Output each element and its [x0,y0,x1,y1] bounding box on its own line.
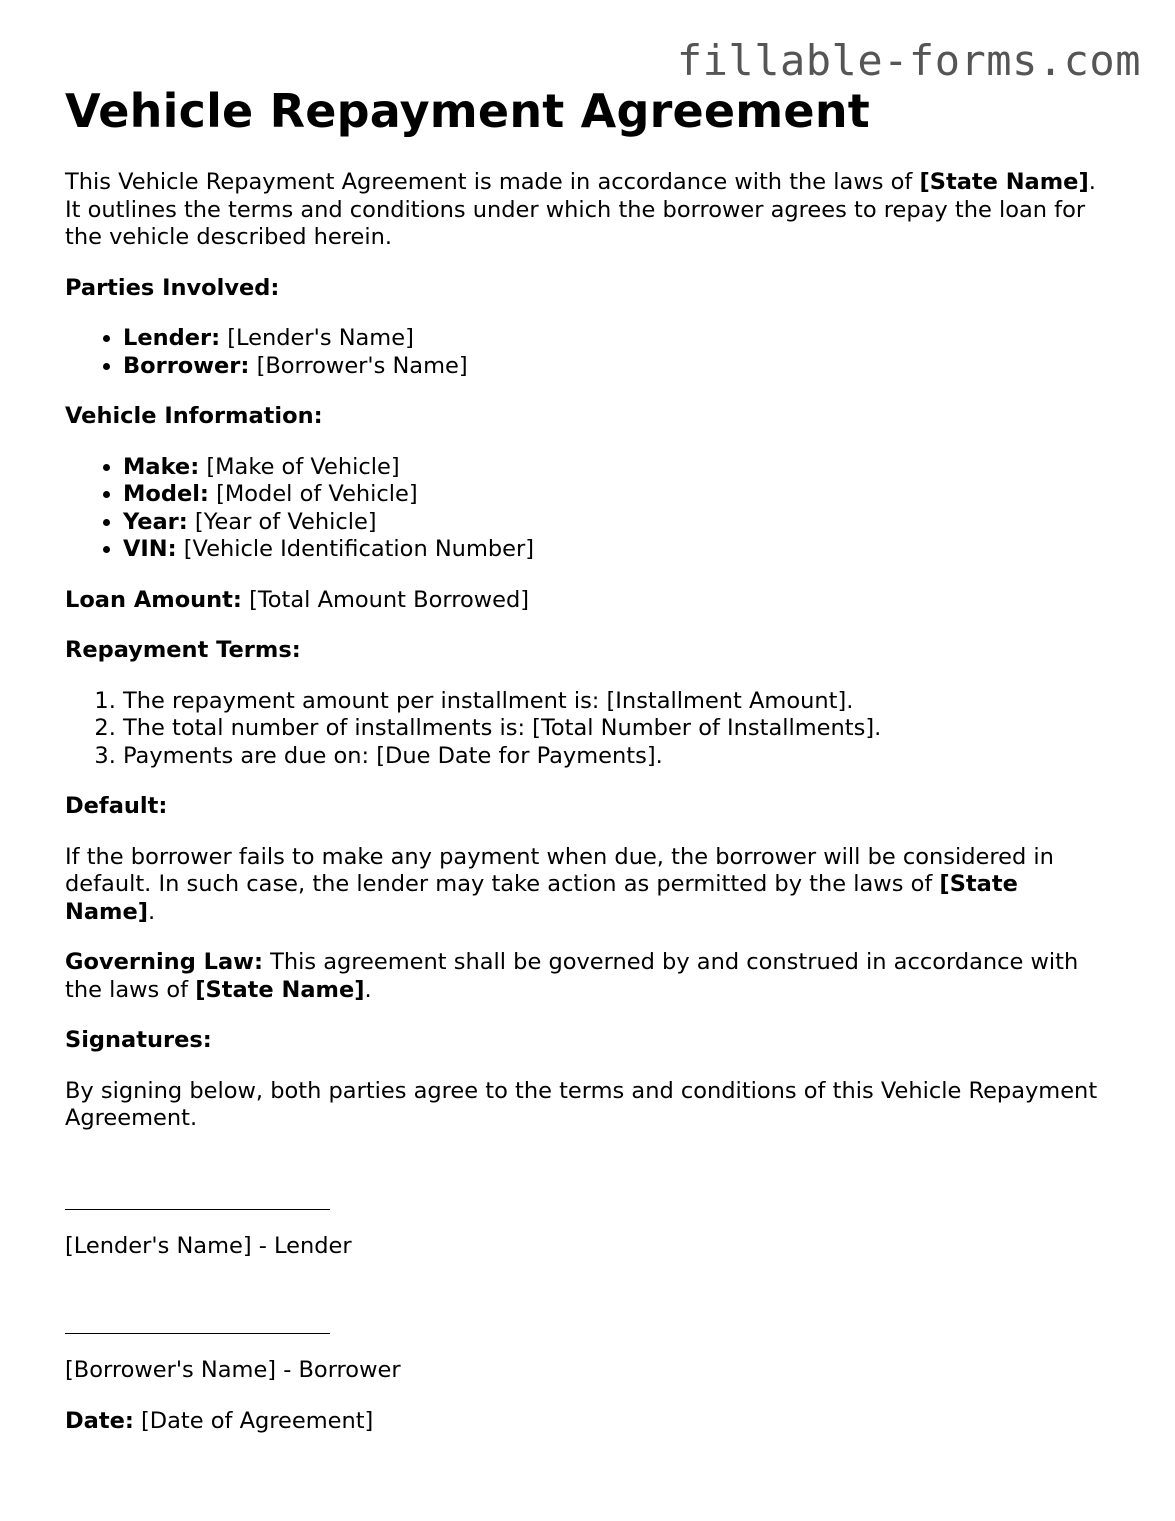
governing-text-after: . [364,976,372,1003]
vehicle-value: [Model of Vehicle] [216,481,418,507]
loan-amount [65,587,1110,615]
watermark: fillable-forms.com [676,36,1141,85]
list-item [123,509,1110,537]
party-label: Borrower: [123,352,250,379]
signatures-heading: Signatures: [65,1027,212,1053]
party-label: Lender: [123,325,221,351]
list-item [123,481,1110,509]
repayment-list [65,688,1110,771]
state-name-placeholder: [State Name] [195,976,365,1003]
governing-law-label: Governing Law: [65,949,263,975]
intro-paragraph [65,169,1110,252]
state-name-placeholder: [State Name] [919,169,1089,195]
state-name-placeholder: [State Name] [65,871,1018,925]
agreement-date [65,1408,1110,1436]
lender-signature-line [65,1183,330,1211]
lender-signature-caption: [Lender's Name] - Lender [65,1233,352,1259]
default-heading: Default: [65,793,168,819]
governing-law-paragraph [65,949,1110,1004]
list-item [123,353,1110,381]
party-value: [Borrower's Name] [256,352,468,379]
governing-text-before: This agreement shall be governed by and construed in accordance with the laws of [65,949,1079,1003]
parties-list [65,325,1110,380]
vehicle-value: [Year of Vehicle] [194,508,377,535]
vehicle-value: [Make of Vehicle] [206,453,400,480]
vehicle-label: VIN: [123,536,177,562]
vehicle-label: Model: [123,481,209,507]
parties-heading: Parties Involved: [65,274,280,301]
page-title: Vehicle Repayment Agreement [65,84,870,138]
signatures-paragraph: By signing below, both parties agree to the terms and conditions of this Vehicle Repayment Agreement. [65,1077,1098,1131]
list-item [123,325,1110,353]
list-item [123,536,1110,564]
default-text-before: If the borrower fails to make any payment when due, the borrower will be considered in default. In such case, the lender may take action as permitted by the laws of [65,843,1054,897]
default-paragraph [65,844,1110,927]
default-text-after: . [148,898,156,925]
intro-text-before: This Vehicle Repayment Agreement is made in accordance with the laws of [65,169,920,195]
list-item: 1. The repayment amount per installment is: [Installment Amount]. [123,688,1110,716]
date-label: Date: [65,1407,134,1434]
party-value: [Lender's Name] [227,325,414,351]
vehicle-heading: Vehicle Information: [65,403,323,429]
document [65,84,1110,1435]
list-item: 2. The total number of installments is: [Total Number of Installments]. [123,715,1110,743]
list-item: 3. Payments are due on: [Due Date for Payments]. [123,743,1110,771]
date-value: [Date of Agreement] [133,1407,374,1434]
vehicle-value: [Vehicle Identification Number] [183,536,535,562]
list-item [123,454,1110,482]
vehicle-list [65,454,1110,564]
borrower-signature-line [65,1307,330,1335]
loan-amount-label: Loan Amount: [65,586,242,613]
loan-amount-value: [Total Amount Borrowed] [249,586,530,613]
repayment-heading: Repayment Terms: [65,637,301,663]
vehicle-label: Year: [123,508,188,535]
borrower-signature-caption: [Borrower's Name] - Borrower [65,1357,401,1383]
vehicle-label: Make: [123,453,200,480]
intro-text-after: . It outlines the terms and conditions under which the borrower agrees to repay the loan for the vehicle described herein. [65,169,1096,250]
